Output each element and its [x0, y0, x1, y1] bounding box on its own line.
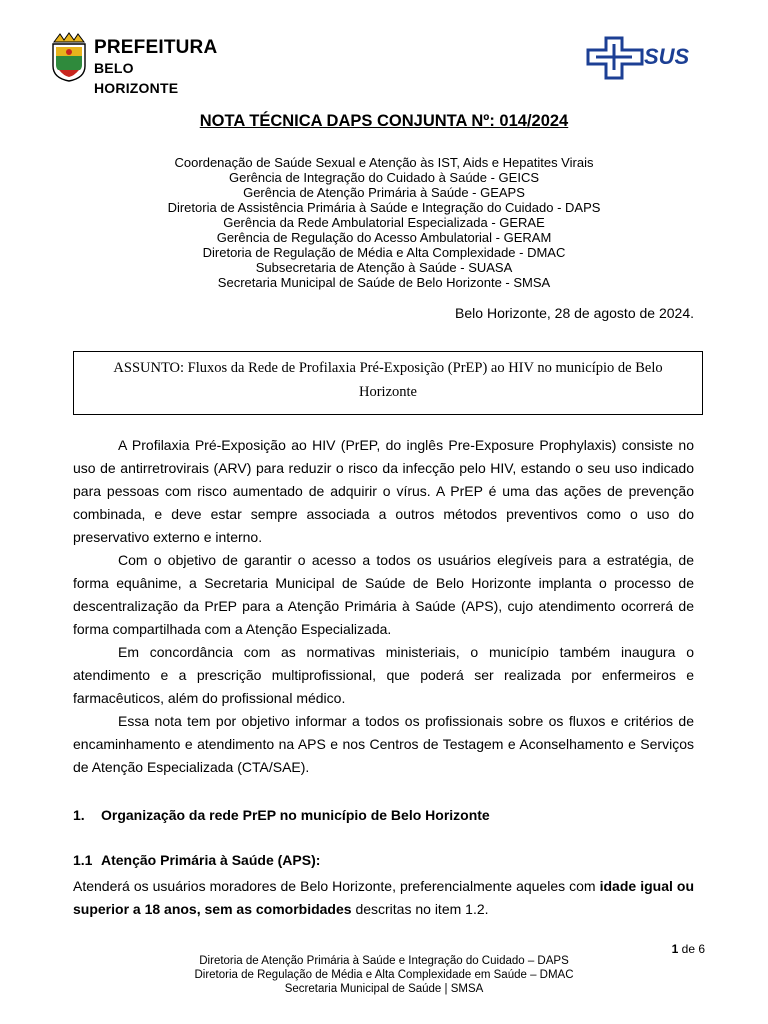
body-paragraph: Em concordância com as normativas ministeriais, o município também inaugura o atendimento e a prescrição multiprofissional, que poderá ser realizada por enfermeiros e farmacêuticos, além do profissional médico.	[73, 644, 694, 706]
body-paragraph: A Profilaxia Pré-Exposição ao HIV (PrEP, do inglês Pre-Exposure Prophylaxis) consiste no uso de antirretrovirais (ARV) para reduzir o risco da infecção pelo HIV, estando o seu uso indicado para pessoas com risco aumentado de adquirir o vírus. A PrEP é uma das ações de prevenção combinada, e deve estar sempre associada a outros métodos preventivos como o uso do preservativo externo e interno.	[73, 437, 694, 545]
section-text-end: descritas no item 1.2.	[351, 901, 489, 917]
department-line: Subsecretaria de Atenção à Saúde - SUASA	[255, 260, 513, 275]
document-body	[73, 434, 694, 779]
subject-box	[73, 351, 703, 415]
section-1-1-heading	[73, 852, 320, 868]
sus-logo	[586, 36, 702, 80]
sus-cross-icon	[586, 36, 644, 80]
body-paragraph: Essa nota tem por objetivo informar a todos os profissionais sobre os fluxos e critérios de encaminhamento e atendimento na APS e nos Centros de Testagem e Aconselhamento e Serviços de Atenção Especializada (CTA/SAE).	[73, 713, 694, 775]
department-line: Secretaria Municipal de Saúde de Belo Horizonte - SMSA	[217, 275, 551, 290]
page-current: 1	[671, 942, 679, 956]
subject-line2: Horizonte	[359, 384, 417, 400]
crest-icon	[50, 32, 88, 82]
department-line: Gerência de Atenção Primária à Saúde - GEAPS	[243, 185, 525, 200]
section-number: 1.1	[73, 852, 93, 868]
department-line: Diretoria de Regulação de Média e Alta Complexidade - DMAC	[202, 245, 566, 260]
pbh-logo-line1: PREFEITURA	[94, 37, 218, 58]
footer-line: Diretoria de Atenção Primária à Saúde e Integração do Cuidado – DAPS	[199, 955, 569, 967]
section-title: Organização da rede PrEP no município de Belo Horizonte	[101, 807, 490, 823]
footer-line: Diretoria de Regulação de Média e Alta Complexidade em Saúde – DMAC	[194, 969, 574, 981]
document-header	[0, 0, 768, 100]
footer-line: Secretaria Municipal de Saúde | SMSA	[284, 983, 484, 995]
body-paragraph: Com o objetivo de garantir o acesso a todos os usuários elegíveis para a estratégia, de forma equânime, a Secretaria Municipal de Saúde de Belo Horizonte implanta o processo de descentralização da PrEP para a Atenção Primária à Saúde (APS), cujo atendimento ocorrerá de forma compartilhada com a Atenção Especializada.	[73, 552, 694, 637]
department-line: Gerência de Integração do Cuidado à Saúde - GEICS	[228, 170, 540, 185]
departments-list	[0, 155, 768, 290]
document-date: Belo Horizonte, 28 de agosto de 2024.	[455, 305, 694, 321]
pbh-logo-line2: BELO HORIZONTE	[94, 60, 179, 96]
section-text-start: Atenderá os usuários moradores de Belo Horizonte, preferencialmente aqueles com	[73, 878, 600, 894]
document-footer	[0, 954, 768, 996]
department-line: Diretoria de Assistência Primária à Saúde e Integração do Cuidado - DAPS	[167, 200, 601, 215]
page-total: de 6	[681, 942, 705, 956]
department-line: Gerência da Rede Ambulatorial Especializada - GERAE	[223, 215, 545, 230]
section-1-heading	[73, 807, 490, 823]
sus-logo-text: SUS	[644, 44, 690, 69]
department-line: Gerência de Regulação do Acesso Ambulatorial - GERAM	[216, 230, 552, 245]
subject-line1: ASSUNTO: Fluxos da Rede de Profilaxia Pré-Exposição (PrEP) ao HIV no município de Belo	[113, 360, 663, 376]
pbh-logo-text	[94, 38, 217, 98]
section-text-bold: idade igual ou superior a 18 anos, sem as comorbidades	[73, 878, 694, 917]
section-1-1-text	[73, 875, 694, 921]
section-title: Atenção Primária à Saúde (APS):	[101, 852, 321, 868]
pbh-logo	[50, 30, 218, 96]
section-number: 1.	[73, 807, 85, 823]
document-title: NOTA TÉCNICA DAPS CONJUNTA Nº: 014/2024	[199, 112, 569, 130]
department-line: Coordenação de Saúde Sexual e Atenção às IST, Aids e Hepatites Virais	[174, 155, 594, 170]
